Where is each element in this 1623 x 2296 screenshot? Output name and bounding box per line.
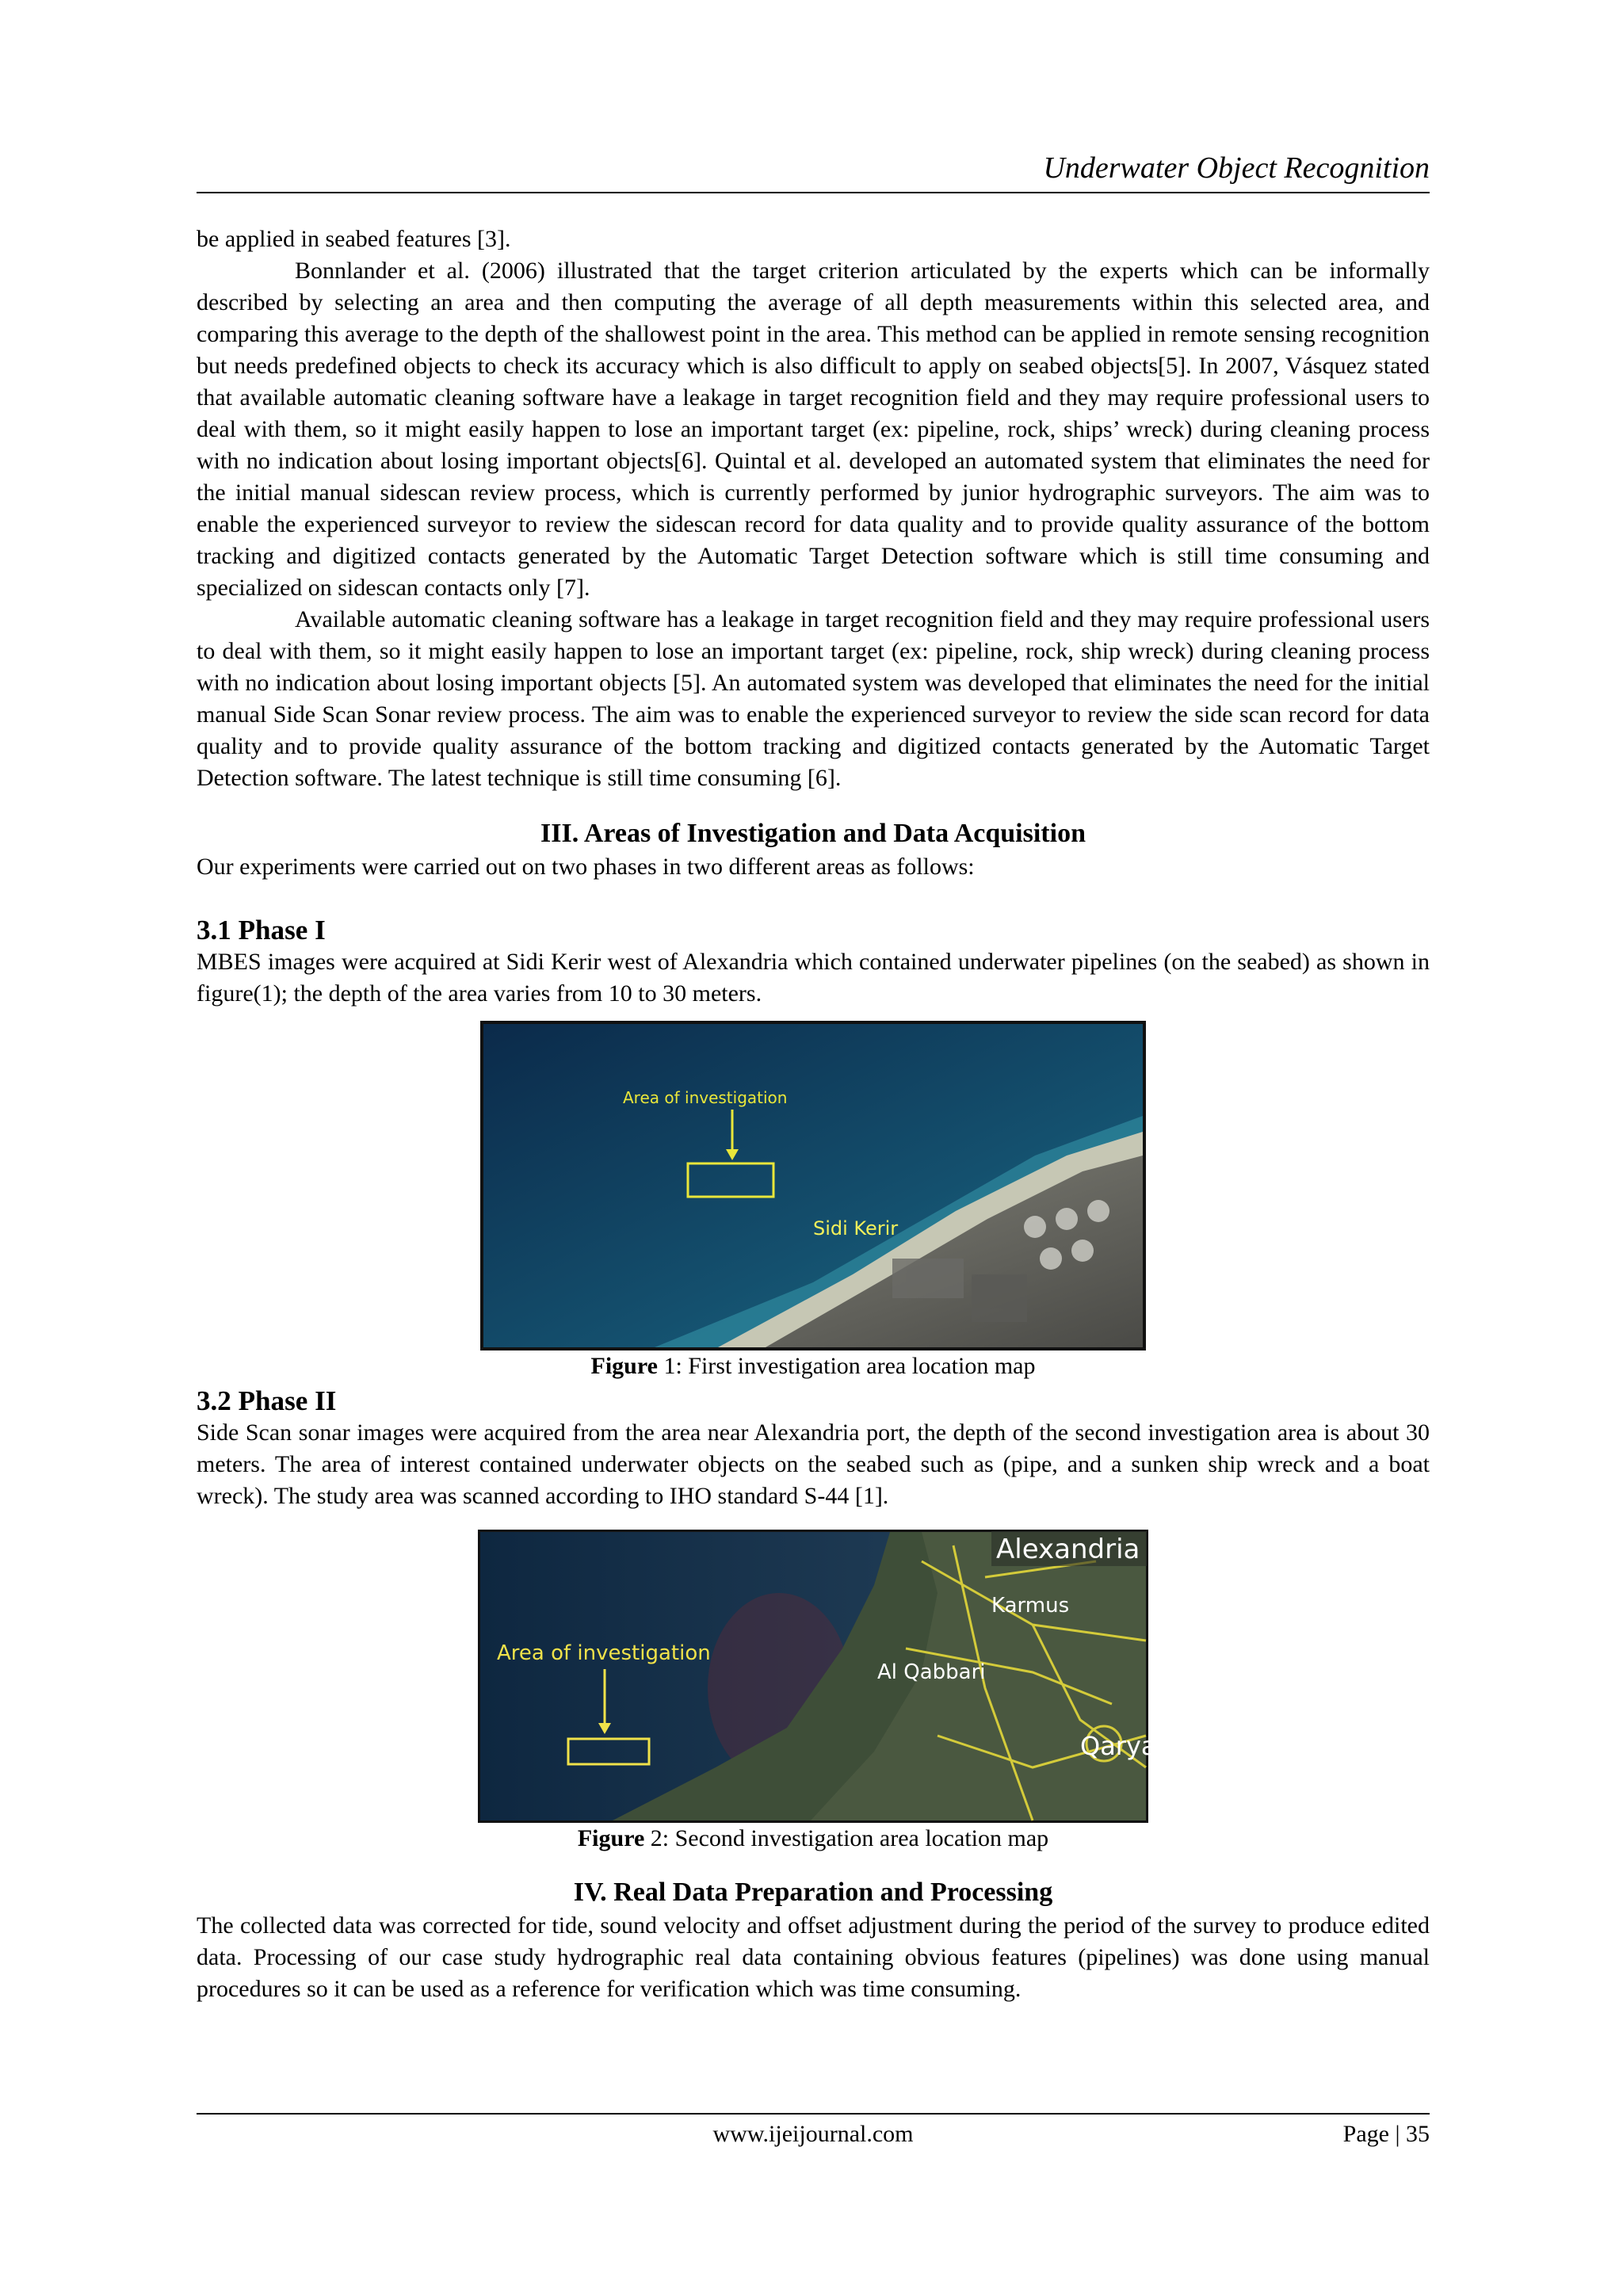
figure-2-caption-text: 2: Second investigation area location map: [644, 1825, 1049, 1851]
phase-2-text: Side Scan sonar images were acquired from the area near Alexandria port, the depth of the second investigation area is about 30 meters. The area of interest contained underwater objects on the seabed such as (pipe, and a sunken ship wreck and a boat wreck). The study area was scanned according to IHO standard S-44 [1].: [197, 1419, 1430, 1509]
section-3-heading: III. Areas of Investigation and Data Acquisition: [540, 819, 1086, 848]
figure-2: [197, 1530, 1430, 1823]
figure-1-caption-text: 1: First investigation area location map: [657, 1353, 1036, 1379]
figure-1-label: Figure: [590, 1353, 658, 1379]
paragraph-cleaning-software: Available automatic cleaning software has a leakage in target recognition field and they may require professional users to deal with them, so it might easily happen to lose an important target (ex: pipeline, rock, ship wreck) during cleaning process with no indication about losing important objects [5]. An automated system was developed that eliminates the need for the initial manual Side Scan Sonar review process. The aim was to enable the experienced surveyor to review the side scan record for data quality and to provide quality assurance of the bottom tracking and digitized contacts generated by the Automatic Target Detection software. The latest technique is still time consuming [6].: [197, 606, 1430, 791]
figure-1: [197, 1021, 1430, 1350]
footer-page-number: Page | 35: [1342, 2121, 1430, 2147]
footer-url: www.ijeijournal.com: [712, 2121, 914, 2147]
figure-2-place-qarya: Qarya: [1080, 1731, 1157, 1761]
figure-2-map-image: [478, 1530, 1157, 1823]
paragraph-related-work: Bonnlander et al. (2006) illustrated that the target criterion articulated by the experts which can be informally described by selecting an area and then computing the average of all depth measurements within this selected area, and comparing this average to the depth of the shallowest point in the area. This method can be applied in remote sensing recognition but needs predefined objects to check its accuracy which is also difficult to apply on seabed objects[5]. In 2007, Vásquez stated that available automatic cleaning software have a leakage in target recognition field and they may require professional users to deal with them, so it might easily happen to lose an important target (ex: pipeline, rock, ships’ wreck) during cleaning process with no indication about losing important objects[6]. Quintal et al. developed an automated system that eliminates the need for the initial manual sidescan review process, which is currently performed by junior hydrographic surveyors. The aim was to enable the experienced surveyor to review the sidescan record for data quality and to provide quality assurance of the bottom tracking and digitized contacts generated by the Automatic Target Detection software which is still time consuming and specialized on sidescan contacts only [7].: [197, 258, 1430, 601]
figure-2-annotation: Area of investigation: [497, 1641, 711, 1665]
section-4-heading: IV. Real Data Preparation and Processing: [573, 1878, 1053, 1907]
figure-1-place-label: Sidi Kerir: [813, 1217, 899, 1240]
figure-2-place-karmus: Karmus: [991, 1594, 1070, 1618]
running-title: Underwater Object Recognition: [1043, 151, 1430, 185]
figure-2-caption: [197, 1823, 1430, 1855]
footer-rule: [197, 2113, 1430, 2115]
paragraph-continued: be applied in seabed features [3].: [197, 226, 511, 252]
header-rule: [197, 192, 1430, 193]
figure-2-label: Figure: [577, 1825, 645, 1851]
figure-2-place-alexandria: Alexandria: [996, 1534, 1140, 1565]
phase-1-text: MBES images were acquired at Sidi Kerir west of Alexandria which contained underwater pipelines (on the seabed) as shown in figure(1); the depth of the area varies from 10 to 30 meters.: [197, 949, 1430, 1007]
figure-1-caption: [197, 1350, 1430, 1382]
section-3-intro: Our experiments were carried out on two phases in two different areas as follows:: [197, 854, 975, 880]
page-body: [197, 223, 1430, 2005]
figure-1-annotation: Area of investigation: [623, 1088, 788, 1107]
phase-1-heading: 3.1 Phase I: [197, 915, 326, 946]
figure-1-map-image: [480, 1021, 1146, 1350]
figure-2-place-qabbari: Al Qabbari: [877, 1660, 986, 1684]
section-4-text: The collected data was corrected for tide, sound velocity and offset adjustment during the period of the survey to produce edited data. Processing of our case study hydrographic real data containing obvious features (pipelines) was done using manual procedures so it can be used as a reference for verification which was time consuming.: [197, 1912, 1430, 2002]
phase-2-heading: 3.2 Phase II: [197, 1385, 337, 1416]
